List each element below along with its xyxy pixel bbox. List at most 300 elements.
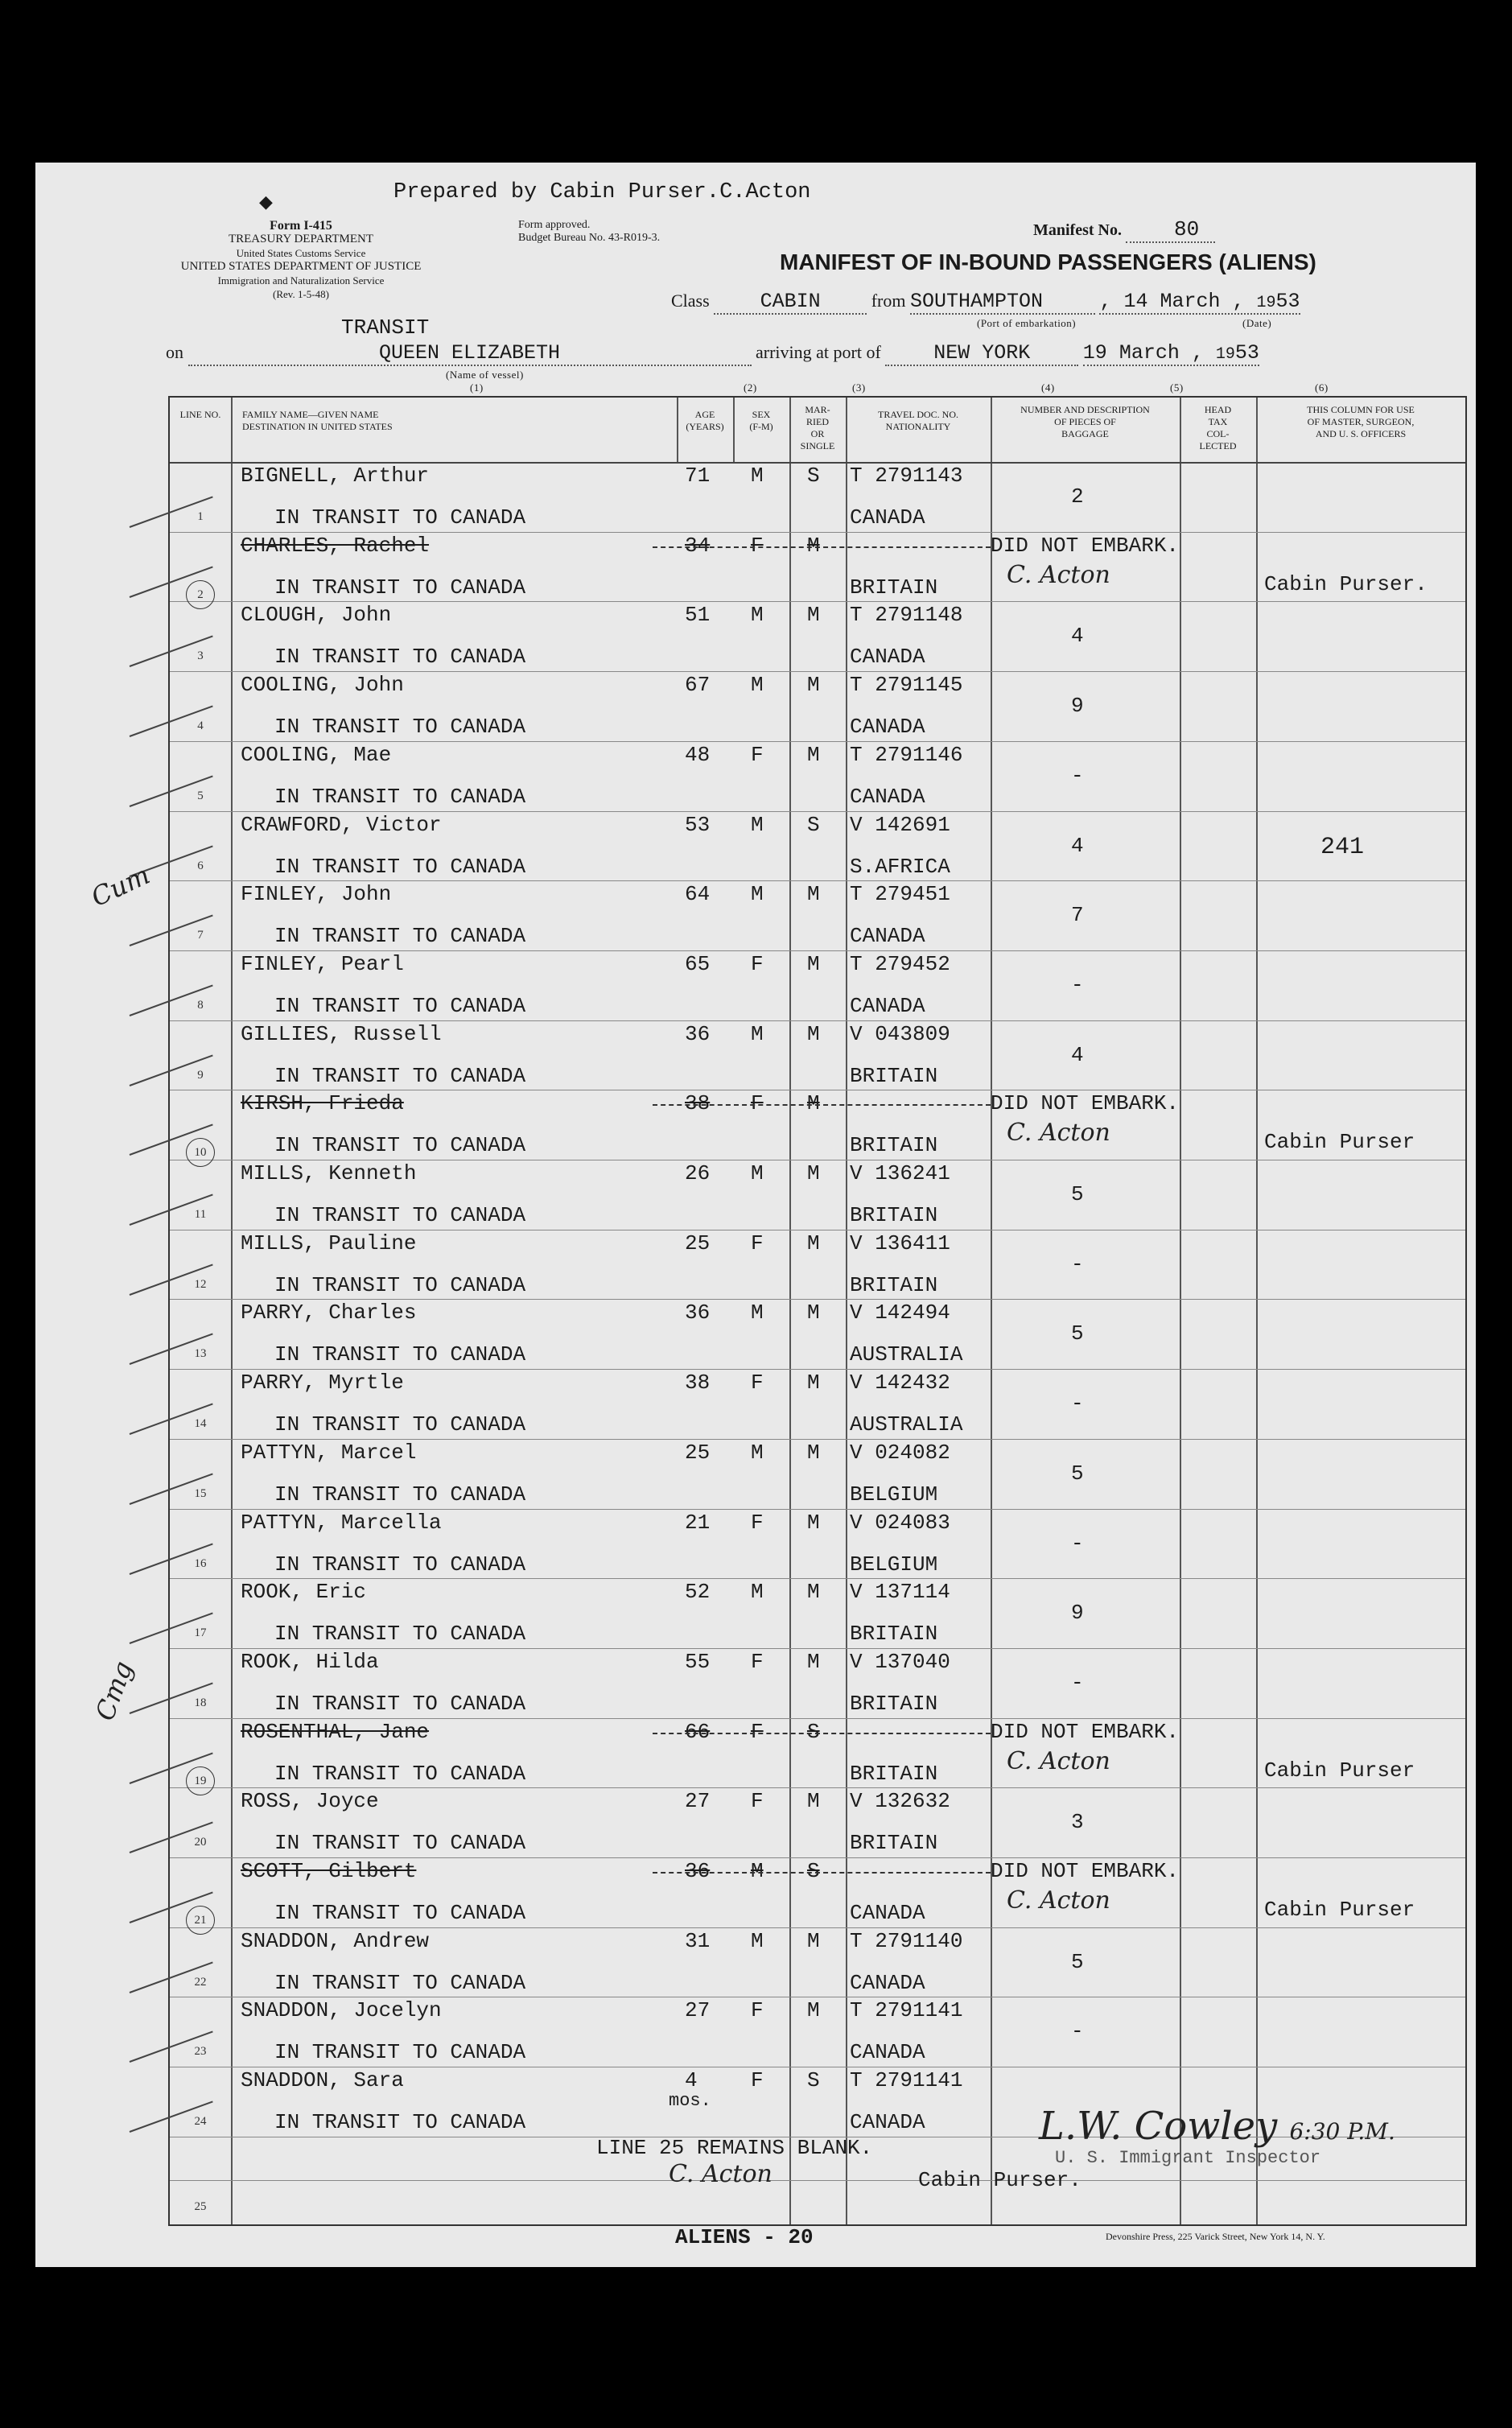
travel-doc-number: T 2791145: [850, 673, 963, 698]
baggage-count: -: [1071, 1391, 1084, 1416]
destination: IN TRANSIT TO CANADA: [274, 924, 526, 949]
travel-doc-number: V 136411: [850, 1230, 950, 1255]
passenger-name: SNADDON, Sara: [241, 2068, 404, 2093]
passenger-sex: M: [751, 1301, 764, 1325]
nationality: BRITAIN: [850, 1063, 938, 1088]
manifest-no: 80: [1126, 217, 1215, 243]
date-note: (Date): [1242, 317, 1272, 329]
nationality: BRITAIN: [850, 1831, 938, 1856]
passenger-age: 65: [685, 951, 711, 976]
date1-month: March: [1160, 290, 1221, 313]
baggage-count: 3: [1071, 1810, 1084, 1835]
passenger-name: ROOK, Eric: [241, 1580, 367, 1605]
inspector-name: L.W. Cowley: [1039, 2104, 1278, 2149]
line-number: 24: [194, 2115, 207, 2129]
inspector-signature: [1039, 2104, 1395, 2149]
row-divider: [170, 1299, 1465, 1300]
did-not-embark-note: DID NOT EMBARK.: [991, 1719, 1180, 1744]
passenger-age: 4: [685, 2068, 698, 2093]
baggage-count: 4: [1071, 624, 1084, 649]
row-divider: [170, 880, 1465, 881]
row-divider: [170, 1578, 1465, 1579]
destination: IN TRANSIT TO CANADA: [274, 1203, 526, 1227]
marital-status: S: [807, 812, 820, 837]
passenger-name: GILLIES, Russell: [241, 1021, 442, 1046]
marital-status: M: [807, 951, 820, 976]
destination: IN TRANSIT TO CANADA: [274, 715, 526, 740]
passenger-age: 55: [685, 1649, 711, 1674]
baggage-count: 5: [1071, 1182, 1084, 1206]
purser-title: Cabin Purser: [1264, 1130, 1415, 1155]
nationality: BRITAIN: [850, 1133, 938, 1158]
passenger-age: 36: [685, 1021, 711, 1046]
passenger-name: CLOUGH, John: [241, 603, 392, 628]
row-divider: [170, 532, 1465, 533]
row-divider: [170, 950, 1465, 951]
did-not-embark-note: DID NOT EMBARK.: [991, 1859, 1180, 1883]
line-number: 8: [197, 998, 204, 1012]
travel-doc-number: V 024082: [850, 1440, 950, 1465]
col-header-sex: SEX (F-M): [749, 409, 773, 432]
nationality: CANADA: [850, 924, 925, 949]
passenger-age: 64: [685, 882, 711, 907]
destination: IN TRANSIT TO CANADA: [274, 1063, 526, 1088]
margin-note: Cum: [86, 859, 154, 913]
line-number: 17: [194, 1626, 207, 1640]
marital-status: M: [807, 673, 820, 698]
destination: IN TRANSIT TO CANADA: [274, 1272, 526, 1297]
vessel-note: (Name of vessel): [446, 369, 524, 381]
passenger-sex: M: [751, 1580, 764, 1605]
travel-doc-number: V 142494: [850, 1301, 950, 1325]
manifest-page: [35, 163, 1476, 2267]
line-number: 22: [194, 1975, 207, 1989]
baggage-count: 5: [1071, 1949, 1084, 1974]
passenger-name: SNADDON, Jocelyn: [241, 1998, 442, 2023]
marital-status: M: [807, 1161, 820, 1185]
travel-doc-number: V 137114: [850, 1580, 950, 1605]
line-number: 13: [194, 1347, 207, 1361]
travel-doc-number: V 142691: [850, 812, 950, 837]
marital-status: S: [807, 2068, 820, 2093]
passenger-name: FINLEY, John: [241, 882, 392, 907]
travel-doc-number: T 279451: [850, 882, 950, 907]
col-header-name: FAMILY NAME—GIVEN NAME DESTINATION IN UNITED STATES: [242, 409, 393, 432]
marital-status: S: [807, 1859, 820, 1883]
class-line: [671, 290, 1300, 315]
marital-status: M: [807, 1371, 820, 1395]
did-not-embark-note: DID NOT EMBARK.: [991, 533, 1180, 558]
row-divider: [170, 1369, 1465, 1370]
aliens-count: ALIENS - 20: [675, 2225, 814, 2249]
marital-status: M: [807, 603, 820, 628]
travel-doc-number: V 043809: [850, 1021, 950, 1046]
date1: , 14 March , 1953: [1099, 290, 1300, 313]
col-number: (5): [1170, 381, 1184, 394]
destination: IN TRANSIT TO CANADA: [274, 1133, 526, 1158]
col-number: (3): [852, 381, 866, 394]
destination: IN TRANSIT TO CANADA: [274, 854, 526, 879]
budget-bureau: Budget Bureau No. 43-R019-3.: [518, 232, 661, 244]
strike-rule: [653, 1872, 991, 1874]
row-divider: [170, 811, 1465, 812]
baggage-count: 9: [1071, 694, 1084, 719]
travel-doc-number: T 2791141: [850, 1998, 963, 2023]
nationality: CANADA: [850, 1901, 925, 1925]
travel-doc-number: T 2791146: [850, 742, 963, 767]
passenger-sex: F: [751, 2068, 764, 2093]
baggage-count: 2: [1071, 484, 1084, 509]
passenger-sex: M: [751, 882, 764, 907]
passenger-name: COOLING, John: [241, 673, 404, 698]
passenger-sex: F: [751, 742, 764, 767]
row-divider: [170, 2180, 1465, 2181]
inspector-title: U. S. Immigrant Inspector: [1055, 2148, 1321, 2168]
nationality: AUSTRALIA: [850, 1412, 963, 1437]
line-number: 14: [194, 1417, 207, 1431]
passenger-age: 36: [685, 1301, 711, 1325]
strike-rule: [653, 1104, 991, 1106]
passenger-name: PATTYN, Marcella: [241, 1510, 442, 1535]
passenger-name: COOLING, Mae: [241, 742, 392, 767]
nationality: AUSTRALIA: [850, 1342, 963, 1367]
destination: IN TRANSIT TO CANADA: [274, 993, 526, 1018]
travel-doc-number: T 279452: [850, 951, 950, 976]
passenger-name: PARRY, Charles: [241, 1301, 417, 1325]
purser-signature: C. Acton: [1007, 1119, 1110, 1148]
date1-day: 14: [1123, 290, 1148, 313]
arriving-label: arriving at port of: [756, 342, 881, 362]
nationality: CANADA: [850, 993, 925, 1018]
baggage-count: -: [1071, 1531, 1084, 1556]
form-block-left: [156, 219, 446, 301]
strike-rule: [653, 1733, 991, 1734]
marital-status: M: [807, 1580, 820, 1605]
passenger-name: KIRSH, Frieda: [241, 1091, 404, 1116]
passenger-sex: F: [751, 1091, 764, 1116]
prepared-by: Prepared by Cabin Purser.C.Acton: [393, 180, 811, 204]
passenger-name: PATTYN, Marcel: [241, 1440, 417, 1465]
nationality: BELGIUM: [850, 1482, 938, 1507]
did-not-embark-note: DID NOT EMBARK.: [991, 1091, 1180, 1116]
marital-status: M: [807, 1301, 820, 1325]
nationality: BRITAIN: [850, 1203, 938, 1227]
marital-status: M: [807, 1998, 820, 2023]
form-approved: [518, 219, 660, 245]
passenger-age: 51: [685, 603, 711, 628]
marital-status: S: [807, 1719, 820, 1744]
passenger-name: SCOTT, Gilbert: [241, 1859, 417, 1883]
marital-status: M: [807, 1649, 820, 1674]
destination: IN TRANSIT TO CANADA: [274, 1482, 526, 1507]
passenger-age: 71: [685, 464, 711, 488]
form-rev: (Rev. 1-5-48): [273, 288, 329, 300]
class-label: Class: [671, 291, 710, 311]
col-header-head-tax: HEAD TAX COL- LECTED: [1199, 404, 1237, 451]
line-number: 25: [194, 2200, 207, 2213]
row-divider: [170, 1718, 1465, 1719]
baggage-count: 4: [1071, 833, 1084, 858]
col-header-baggage: NUMBER AND DESCRIPTION OF PIECES OF BAGGAGE: [1020, 404, 1150, 439]
nationality: CANADA: [850, 505, 925, 530]
passenger-age: 53: [685, 812, 711, 837]
baggage-count: -: [1071, 1251, 1084, 1276]
col-header-travel-doc: TRAVEL DOC. NO. NATIONALITY: [877, 409, 958, 432]
passenger-age: 52: [685, 1580, 711, 1605]
nationality: BRITAIN: [850, 1272, 938, 1297]
marital-status: M: [807, 533, 820, 558]
destination: IN TRANSIT TO CANADA: [274, 1761, 526, 1786]
nationality: S.AFRICA: [850, 854, 950, 879]
passenger-age: 27: [685, 1998, 711, 2023]
row-divider: [170, 1857, 1465, 1858]
line-number: 21: [186, 1906, 215, 1935]
passenger-sex: F: [751, 1789, 764, 1814]
date2-day: 19: [1082, 341, 1107, 365]
nationality: CANADA: [850, 645, 925, 670]
manifest-label: Manifest No.: [1033, 221, 1122, 239]
baggage-count: -: [1071, 972, 1084, 997]
baggage-count: -: [1071, 1670, 1084, 1695]
arrow-mark-icon: ◆: [259, 192, 273, 212]
col-header-officers: THIS COLUMN FOR USE OF MASTER, SURGEON, AND U. S. OFFICERS: [1307, 404, 1415, 439]
line-number: 1: [197, 510, 204, 523]
baggage-count: 5: [1071, 1321, 1084, 1346]
line-number: 11: [194, 1208, 207, 1221]
col-header-line-no: LINE NO.: [179, 409, 221, 420]
destination: IN TRANSIT TO CANADA: [274, 784, 526, 809]
passenger-name: SNADDON, Andrew: [241, 1928, 430, 1953]
arrival-port: NEW YORK: [885, 341, 1078, 366]
line-number: 20: [194, 1836, 207, 1849]
col-header-age: AGE (YEARS): [686, 409, 724, 432]
line-number: 15: [194, 1486, 207, 1500]
baggage-count: 5: [1071, 1461, 1084, 1486]
nationality: CANADA: [850, 2110, 925, 2135]
col-number: (2): [744, 381, 757, 394]
travel-doc-number: V 142432: [850, 1371, 950, 1395]
purser-title: Cabin Purser: [1264, 1758, 1415, 1783]
travel-doc-number: T 2791141: [850, 2068, 963, 2093]
travel-doc-number: T 2791143: [850, 464, 963, 488]
passenger-age: 38: [685, 1371, 711, 1395]
passenger-age: 36: [685, 1859, 711, 1883]
travel-doc-number: T 2791140: [850, 1928, 963, 1953]
line-number: 2: [186, 580, 215, 609]
baggage-count: -: [1071, 763, 1084, 788]
baggage-count: -: [1071, 2019, 1084, 2044]
line-number: 18: [194, 1696, 207, 1709]
passenger-name: ROSENTHAL, Jane: [241, 1719, 430, 1744]
form-dept2-sub: Immigration and Naturalization Service: [217, 274, 385, 286]
marital-status: M: [807, 1440, 820, 1465]
passenger-age: 27: [685, 1789, 711, 1814]
age-note: mos.: [669, 2091, 711, 2112]
passenger-sex: M: [751, 812, 764, 837]
baggage-count: 9: [1071, 1601, 1084, 1626]
travel-doc-number: V 137040: [850, 1649, 950, 1674]
officer-note: 241: [1320, 833, 1365, 861]
form-dept1-sub: United States Customs Service: [236, 247, 366, 259]
passenger-age: 25: [685, 1230, 711, 1255]
line25-text: LINE 25 REMAINS BLANK.: [596, 2136, 873, 2160]
marital-status: M: [807, 1928, 820, 1953]
printer-imprint: Devonshire Press, 225 Varick Street, New York 14, N. Y.: [1106, 2231, 1325, 2242]
passenger-name: MILLS, Kenneth: [241, 1161, 417, 1185]
passenger-age: 26: [685, 1161, 711, 1185]
class-value: CABIN: [714, 290, 867, 315]
transit-label: TRANSIT: [341, 315, 430, 340]
strike-rule: [653, 546, 991, 548]
passenger-name: MILLS, Pauline: [241, 1230, 417, 1255]
manifest-number: [1033, 217, 1215, 241]
line-number: 19: [186, 1766, 215, 1795]
row-divider: [170, 741, 1465, 742]
destination: IN TRANSIT TO CANADA: [274, 1552, 526, 1577]
travel-doc-number: T 2791148: [850, 603, 963, 628]
margin-note: Cmg: [89, 1657, 139, 1725]
passenger-age: 38: [685, 1091, 711, 1116]
passenger-sex: F: [751, 533, 764, 558]
manifest-title: MANIFEST OF IN-BOUND PASSENGERS (ALIENS): [780, 249, 1316, 274]
travel-doc-number: V 136241: [850, 1161, 950, 1185]
purser-signature: C. Acton: [1007, 560, 1110, 589]
passenger-name: ROSS, Joyce: [241, 1789, 379, 1814]
line-number: 7: [197, 929, 204, 942]
passenger-age: 66: [685, 1719, 711, 1744]
row-divider: [170, 671, 1465, 672]
passenger-age: 25: [685, 1440, 711, 1465]
passenger-name: PARRY, Myrtle: [241, 1371, 404, 1395]
date1-year-suffix: 53: [1275, 290, 1300, 313]
vessel-line: [166, 341, 1259, 366]
line-number: 10: [186, 1138, 215, 1167]
col-number: (6): [1315, 381, 1329, 394]
nationality: CANADA: [850, 784, 925, 809]
destination: IN TRANSIT TO CANADA: [274, 1622, 526, 1647]
line-number: 9: [197, 1068, 204, 1082]
passenger-sex: F: [751, 1649, 764, 1674]
passenger-sex: F: [751, 1371, 764, 1395]
inspector-time: 6:30 P.M.: [1289, 2118, 1395, 2145]
travel-doc-number: V 132632: [850, 1789, 950, 1814]
passenger-sex: M: [751, 1440, 764, 1465]
passenger-table: [168, 396, 1467, 2226]
form-number: Form I-415: [270, 219, 332, 233]
travel-doc-number: V 024083: [850, 1510, 950, 1535]
row-divider: [170, 1927, 1465, 1928]
col-header-married: MAR- RIED OR SINGLE: [800, 404, 835, 451]
passenger-sex: F: [751, 1998, 764, 2023]
nationality: BRITAIN: [850, 1761, 938, 1786]
line-number: 16: [194, 1556, 207, 1570]
purser-signature: C. Acton: [1007, 1886, 1110, 1915]
destination: IN TRANSIT TO CANADA: [274, 1342, 526, 1367]
line-number: 3: [197, 649, 204, 663]
nationality: BRITAIN: [850, 1622, 938, 1647]
passenger-sex: M: [751, 464, 764, 488]
destination: IN TRANSIT TO CANADA: [274, 575, 526, 600]
passenger-sex: F: [751, 1510, 764, 1535]
row-divider: [170, 601, 1465, 602]
form-approved-text: Form approved.: [518, 219, 591, 231]
marital-status: M: [807, 742, 820, 767]
nationality: CANADA: [850, 715, 925, 740]
col-number: (4): [1041, 381, 1055, 394]
marital-status: M: [807, 882, 820, 907]
date2-year-prefix: 19: [1215, 345, 1235, 364]
purser-signature: C. Acton: [1007, 1746, 1110, 1775]
vessel-name: QUEEN ELIZABETH: [188, 341, 752, 366]
destination: IN TRANSIT TO CANADA: [274, 1901, 526, 1925]
passenger-age: 48: [685, 742, 711, 767]
row-divider: [170, 1787, 1465, 1788]
line-number: 12: [194, 1277, 207, 1291]
date2-month: March: [1119, 341, 1180, 365]
destination: IN TRANSIT TO CANADA: [274, 505, 526, 530]
form-dept1: TREASURY DEPARTMENT: [228, 233, 374, 245]
baggage-count: 7: [1071, 903, 1084, 928]
from-label: from: [871, 291, 906, 311]
passenger-sex: M: [751, 603, 764, 628]
line-number: 23: [194, 2045, 207, 2059]
nationality: CANADA: [850, 1970, 925, 1995]
passenger-name: CHARLES, Rachel: [241, 533, 430, 558]
row-divider: [170, 1439, 1465, 1440]
destination: IN TRANSIT TO CANADA: [274, 1412, 526, 1437]
passenger-sex: M: [751, 1161, 764, 1185]
destination: IN TRANSIT TO CANADA: [274, 1970, 526, 1995]
baggage-count: 4: [1071, 1042, 1084, 1067]
nationality: BELGIUM: [850, 1552, 938, 1577]
port-embark-note: (Port of embarkation): [977, 317, 1077, 329]
passenger-name: CRAWFORD, Victor: [241, 812, 442, 837]
passenger-sex: M: [751, 673, 764, 698]
destination: IN TRANSIT TO CANADA: [274, 1691, 526, 1716]
marital-status: M: [807, 1091, 820, 1116]
nationality: CANADA: [850, 2040, 925, 2065]
row-divider: [170, 1648, 1465, 1649]
row-divider: [170, 1509, 1465, 1510]
passenger-sex: F: [751, 951, 764, 976]
passenger-age: 67: [685, 673, 711, 698]
passenger-age: 34: [685, 533, 711, 558]
passenger-sex: F: [751, 1230, 764, 1255]
line-number: 5: [197, 789, 204, 802]
line-number: 4: [197, 719, 204, 733]
passenger-name: FINLEY, Pearl: [241, 951, 404, 976]
line25-title: Cabin Purser.: [918, 2168, 1081, 2192]
marital-status: S: [807, 464, 820, 488]
marital-status: M: [807, 1789, 820, 1814]
marital-status: M: [807, 1021, 820, 1046]
form-dept2: UNITED STATES DEPARTMENT OF JUSTICE: [180, 260, 422, 273]
nationality: BRITAIN: [850, 575, 938, 600]
date2: 19 March , 1953: [1082, 341, 1259, 365]
on-label: on: [166, 342, 183, 362]
row-divider: [170, 1020, 1465, 1021]
marital-status: M: [807, 1230, 820, 1255]
destination: IN TRANSIT TO CANADA: [274, 1831, 526, 1856]
marital-status: M: [807, 1510, 820, 1535]
passenger-sex: M: [751, 1928, 764, 1953]
destination: IN TRANSIT TO CANADA: [274, 645, 526, 670]
from-port: SOUTHAMPTON: [910, 290, 1095, 315]
purser-title: Cabin Purser.: [1264, 571, 1428, 596]
destination: IN TRANSIT TO CANADA: [274, 2110, 526, 2135]
line-number: 6: [197, 859, 204, 872]
passenger-sex: M: [751, 1859, 764, 1883]
